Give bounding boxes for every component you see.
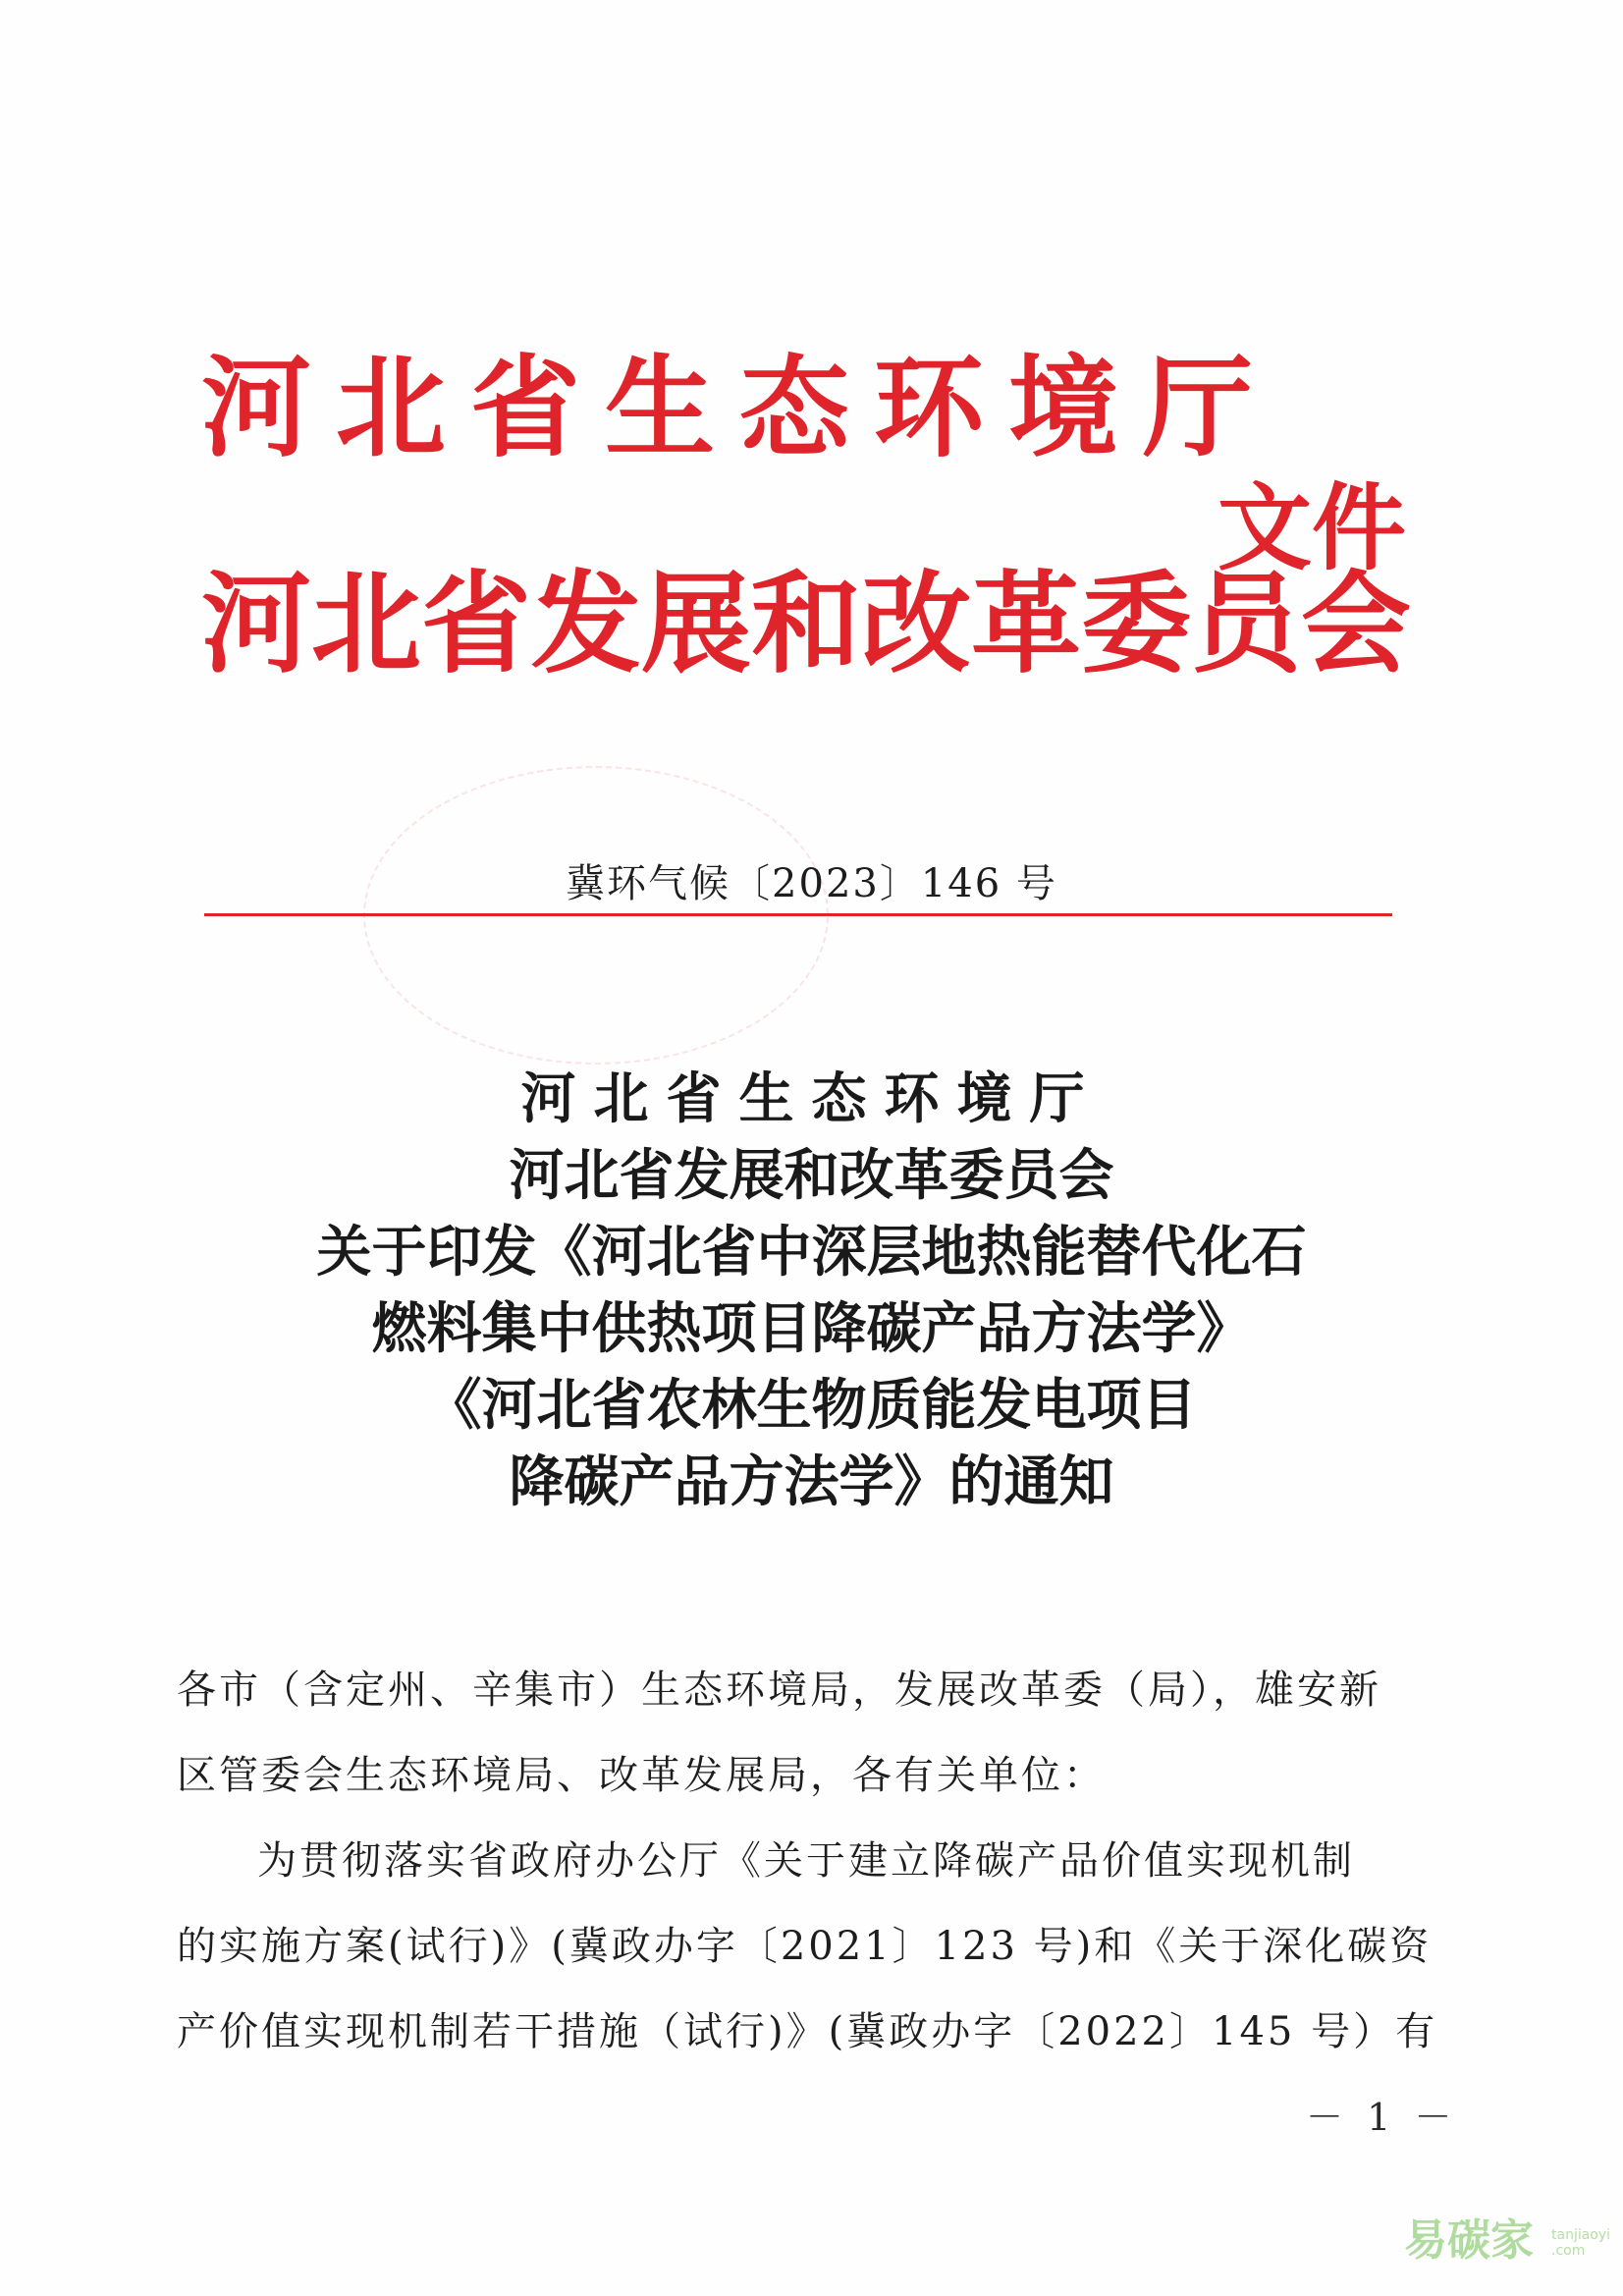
body-line: 为贯彻落实省政府办公厅《关于建立降碳产品价值实现机制 — [257, 1838, 1355, 1884]
title-line: 降碳产品方法学》的通知 — [509, 1449, 1114, 1514]
document-type-label: 文件 — [1217, 472, 1406, 583]
document-body — [177, 1648, 1443, 2075]
document-number: 冀环气候〔2023〕146 号 — [566, 861, 1057, 906]
title-line: 《河北省农林生物质能发电项目 — [426, 1373, 1197, 1438]
issuer-1: 河北省生态环境厅 — [201, 344, 1277, 472]
body-line: 区管委会生态环境局、改革发展局，各有关单位： — [177, 1753, 1106, 1798]
title-line: 燃料集中供热项目降碳产品方法学》 — [371, 1296, 1252, 1361]
page-number: － 1 － — [1306, 2096, 1458, 2139]
title-line: 河北省生态环境厅 — [520, 1066, 1103, 1131]
body-line: 的实施方案(试行)》(冀政办字〔2021〕123 号)和《关于深化碳资 — [177, 1924, 1433, 1969]
body-line: 产价值实现机制若干措施（试行)》(冀政办字〔2022〕145 号）有 — [177, 2009, 1438, 2054]
body-line: 各市（含定州、辛集市）生态环境局，发展改革委（局），雄安新 — [177, 1667, 1381, 1713]
document-title — [0, 1061, 1623, 1520]
red-divider — [204, 913, 1392, 916]
title-line: 关于印发《河北省中深层地热能替代化石 — [316, 1220, 1307, 1285]
issuer-2: 河北省发展和改革委员会 — [201, 560, 1411, 688]
document-header — [201, 344, 1429, 727]
watermark-text: 易碳家 — [1404, 2215, 1534, 2266]
title-line: 河北省发展和改革委员会 — [509, 1143, 1114, 1208]
watermark-domain: tanjiaoyi .com — [1551, 2227, 1611, 2259]
watermark-logo — [1404, 2215, 1611, 2278]
